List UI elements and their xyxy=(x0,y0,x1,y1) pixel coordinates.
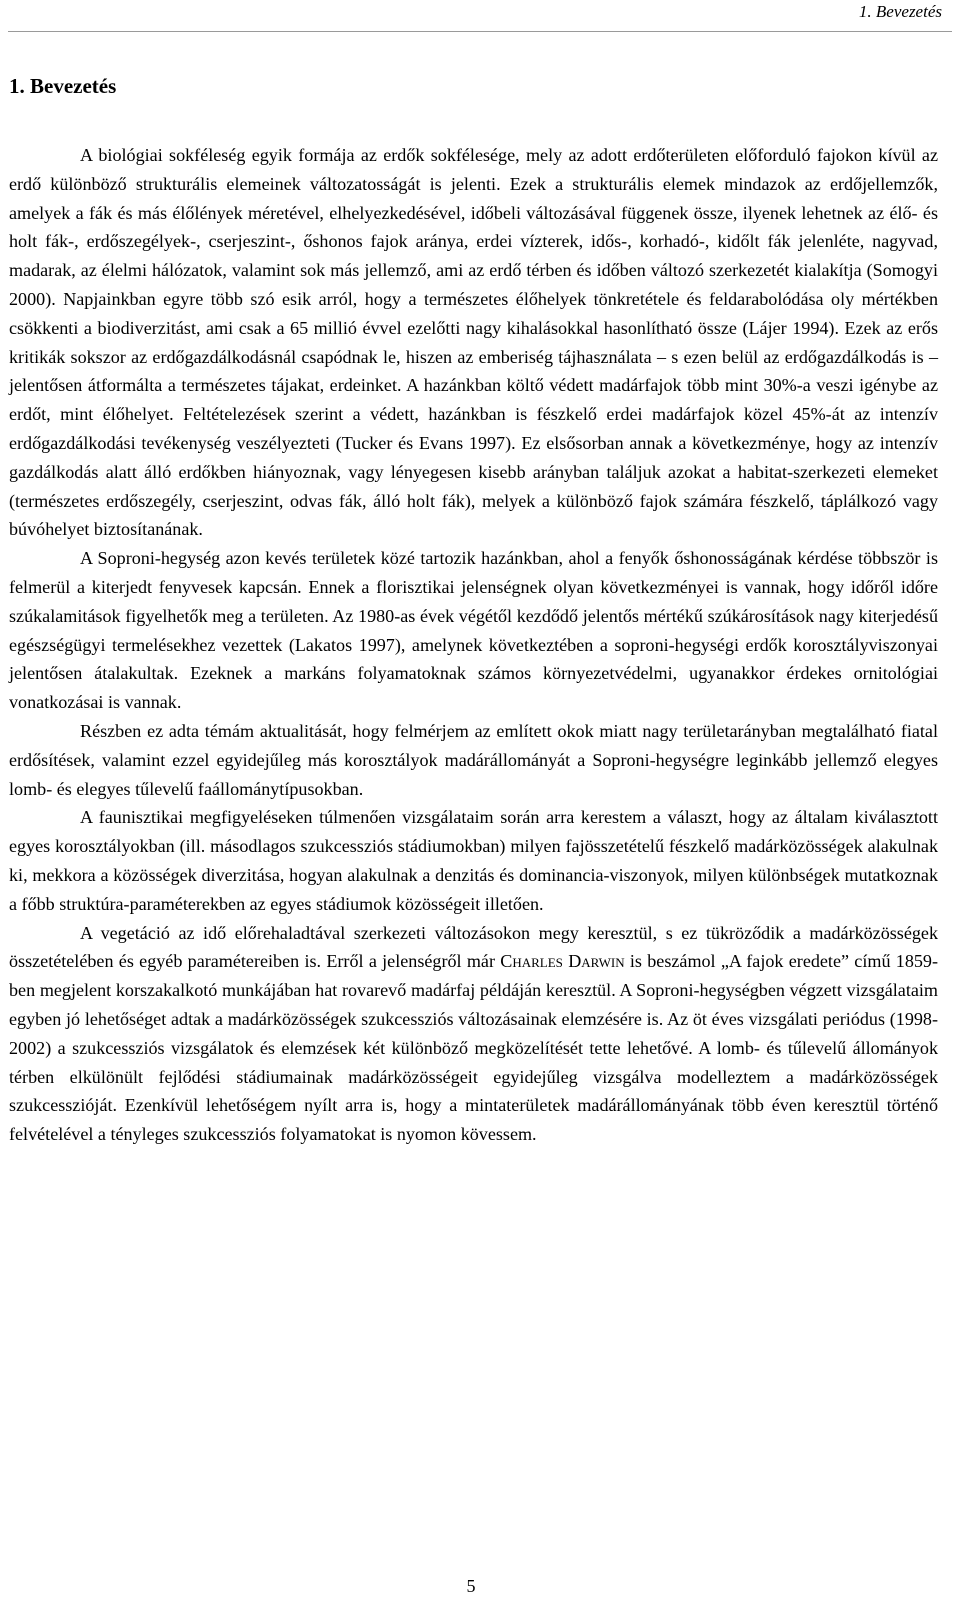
paragraph-4: A faunisztikai megfigyeléseken túlmenően vizsgálataim során arra kerestem a választ, hogy az általam kiválasztott egyes korosztályokban (ill. másodlagos szukcessziós stádiumokban) milyen fajösszetételű fészkelő madárközösségek alakulnak ki, mekkora a közösségek diverzitása, hogyan alakulnak a denzitás és dominancia-viszonyok, milyen különbségek mutatkoznak a főbb struktúra-paraméterekben az egyes stádiumok közösségeit illetően. xyxy=(9,807,938,914)
chapter-title: 1. Bevezetés xyxy=(9,74,117,98)
paragraph-2: A Soproni-hegység azon kevés területek közé tartozik hazánkban, ahol a fenyők őshonosságának kérdése többször is felmerül a kiterjedt fenyvesek kapcsán. Ennek a florisztikai jelenségnek olyan következményei is vannak, hogy időről időre szúkalamitások figyelhetők meg a területen. Az 1980-as évek végétől kezdődő jelentős mértékű szúkárosítások nagy kiterjedésű egészségügyi termelésekhez vezettek (Lakatos 1997), amelynek következtében a soproni-hegységi erdők korosztályviszonyai jelentősen átalakultak. Ezeknek a markáns folyamatoknak számos környezetvédelmi, ugyanakkor érdekes ornitológiai vonatkozásai is vannak. xyxy=(9,548,938,713)
paragraph-5 xyxy=(9,919,938,1149)
author-name: Charles Darwin xyxy=(500,951,625,972)
header-divider xyxy=(8,31,952,32)
body-text xyxy=(9,141,938,1149)
paragraph-5-end: is beszámol „A fajok eredete” című 1859-ben megjelent korszakalkotó munkájában hat rovarevő madárfaj példáján keresztül. A Soproni-hegységben végzett vizsgálataim egyben jó lehetőséget adtak a madárközösségek szukcessziós változásainak elemzésére is. Az öt éves vizsgálati periódus (1998-2002) a szukcessziós vizsgálatok és elemzések két különböző megközelítését tette lehetővé. A lomb- és tűlevelű állományok térben elkülönült fejlődési stádiumainak madárközösségeit egyidejűleg vizsgálva modelleztem a madárközösségek szukcesszióját. Ezenkívül lehetőségem nyílt arra is, hogy a mintaterületek madárállományának több éven keresztül történő felvételével a tényleges szukcessziós folyamatokat is nyomon kövessem. xyxy=(9,951,938,1145)
paragraph-3: Részben ez adta témám aktualitását, hogy felmérjem az említett okok miatt nagy területarányban megtalálható fiatal erdősítések, valamint ezzel egyidejűleg más korosztályok madárállományát a Soproni-hegységre leginkább jellemző elegyes lomb- és elegyes tűlevelű faállománytípusokban. xyxy=(9,720,938,799)
page-number: 5 xyxy=(466,1576,476,1596)
paragraph-5-start: A vegetáció az idő előrehaladtával szerkezeti változásokon megy keresztül, s ez tükröződik a madárközösségek összetételében és egyéb paramétereiben is. Erről a jelenségről már xyxy=(9,922,938,972)
running-header: 1. Bevezetés xyxy=(858,2,942,21)
paragraph-1: A biológiai sokféleség egyik formája az erdők sokfélesége, mely az adott erdőterületen előforduló fajokon kívül az erdő különböző strukturális elemeinek változatosságát is jelenti. Ezek a strukturális elemek mindazok az erdőjellemzők, amelyek a fák és más élőlények méretével, elhelyezkedésével, időbeli változásával függenek össze, ilyenek lehetnek az élő- és holt fák-, erdőszegélyek-, cserjeszint-, őshonos fajok aránya, erdei vízterek, idős-, korhadó-, kidőlt fák jelenléte, nagyvad, madarak, az élelmi hálózatok, valamint sok más jellemző, ami az erdő térben és időben változó szerkezetét kialakítja (Somogyi 2000). Napjainkban egyre több szó esik arról, hogy a természetes élőhelyek tönkretétele és feldarabolódása oly mértékben csökkenti a biodiverzitást, ami csak a 65 millió évvel ezelőtti nagy kihalásokkal hasonlítható össze (Lájer 1994). Ezek az erős kritikák sokszor az erdőgazdálkodásnál csapódnak le, hiszen az emberiség tájhasználata – s ezen belül az erdőgazdálkodás is – jelentősen átformálta a természetes tájakat, erdeinket. A hazánkban költő védett madárfajok több mint 30%-a veszi igénybe az erdőt, mint élőhelyet. Feltételezések szerint a védett, hazánkban is fészkelő erdei madárfajok közel 45%-át az intenzív erdőgazdálkodási tevékenység veszélyezteti (Tucker és Evans 1997). Ez elsősorban annak a következménye, hogy az intenzív gazdálkodás alatt álló erdőkben hiányoznak, vagy lényegesen kisebb arányban találjuk azokat a habitat-szerkezeti elemeket (természetes erdőszegély, cserjeszint, odvas fák, álló holt fák), melyek a különböző fajok számára fészkelő, táplálkozó vagy búvóhelyet biztosítanának. xyxy=(9,145,938,540)
